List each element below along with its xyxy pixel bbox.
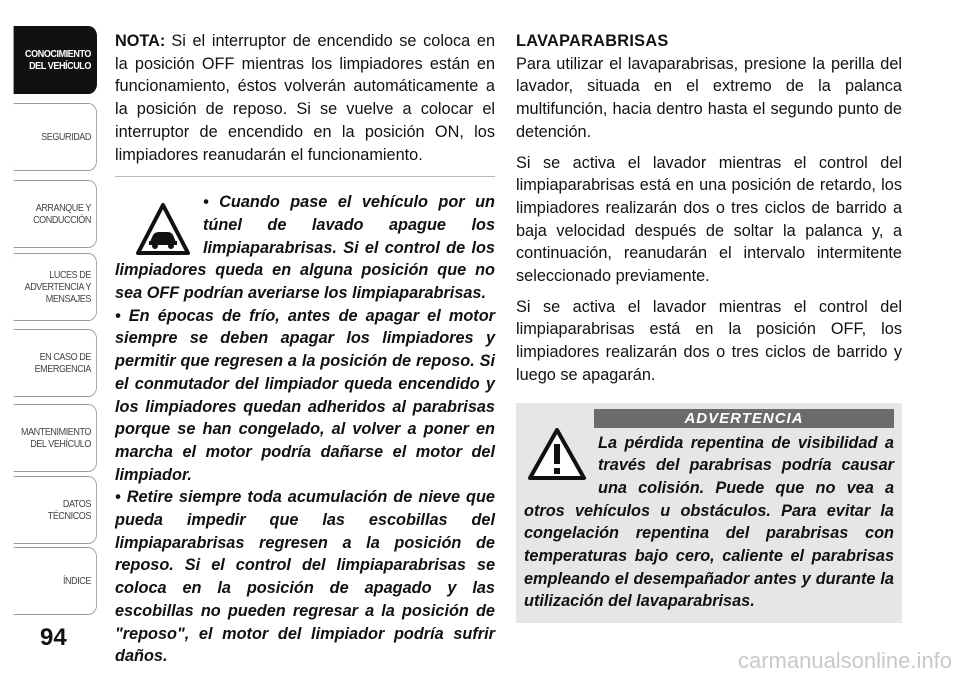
tab-luces-de-advertencia[interactable]: LUCES DE ADVERTENCIA Y MENSAJES <box>14 253 97 321</box>
exclamation-triangle-icon <box>528 428 586 480</box>
tab-seguridad[interactable]: SEGURIDAD <box>14 103 97 171</box>
caution-block <box>115 191 495 668</box>
tab-conocimiento-del-vehiculo[interactable]: CONOCIMIENTO DEL VEHÍCULO <box>14 26 97 94</box>
note-label: NOTA: <box>115 32 166 50</box>
paragraph-1: Para utilizar el lavaparabrisas, presione la perilla del lavador, situada en el extremo de la palanca multifunción, hacia dentro hasta el segundo punto de detención. <box>516 54 902 141</box>
caution-bullet-2: • En épocas de frío, antes de apagar el motor siempre se deben apagar los limpiadores y permitir que regresen a la posición de reposo. Si el conmutador del limpiador queda encendido y los limpiadores quedan adheridos al parabrisas porque se han congelado, al volver a poner en marcha el motor podría dañarse el motor del limpiador. <box>115 306 495 484</box>
paragraph-3: Si se activa el lavador mientras el control del limpiaparabrisas está en la posición OFF, los limpiadores realizarán dos o tres ciclos de barrido y luego se apagarán. <box>516 297 902 384</box>
separator <box>115 176 495 177</box>
caution-bullets <box>115 191 495 668</box>
paragraph-2: Si se activa el lavador mientras el control del limpiaparabrisas está en una posición de retardo, los limpiadores realizarán dos o tres ciclos de barrido a baja velocidad después de soltar la palanca y, a continuación, reanudarán el intervalo intermitente seleccionado previamente. <box>516 153 902 286</box>
section-title: LAVAPARABRISAS <box>516 32 669 50</box>
note-paragraph <box>115 30 495 166</box>
watermark: carmanualsonline.info <box>737 648 952 673</box>
caution-bullet-3: • Retire siempre toda acumulación de nieve que pueda impedir que las escobillas del limpiaparabrisas regresen a la posición de reposo. Si el control del limpiaparabrisas se coloca en la posición de apagado y las escobillas no pueden regresar a la posición de "reposo", el motor del limpiador podría sufrir daños. <box>115 488 495 666</box>
car-in-triangle-icon <box>135 201 191 257</box>
tab-en-caso-de-emergencia[interactable]: EN CASO DE EMERGENCIA <box>14 329 97 397</box>
note-text: Si el interruptor de encendido se coloca en la posición OFF mientras los limpiadores están en funcionamiento, éstos volverán automáticamente a la posición de reposo. Si se vuelve a colocar el interruptor de encendido en la posición ON, los limpiadores reanudarán el funcionamiento. <box>115 32 495 164</box>
advertencia-header: ADVERTENCIA <box>594 409 894 428</box>
left-column <box>115 30 495 668</box>
advertencia-box <box>516 403 902 624</box>
tab-mantenimiento[interactable]: MANTENIMIENTO DEL VEHÍCULO <box>14 404 97 472</box>
right-column <box>516 30 902 623</box>
tab-indice[interactable]: ÍNDICE <box>14 547 97 615</box>
advertencia-text: La pérdida repentina de visibilidad a través del parabrisas podría causar una colisión. Puede que no vea a otros vehículos u obstáculos. Para evitar la congelación repentina del parabrisas con temperaturas bajo cero, caliente el parabrisas empleando el desempañador antes y durante la utilización del lavaparabrisas. <box>524 433 894 611</box>
tab-arranque-y-conduccion[interactable]: ARRANQUE Y CONDUCCIÓN <box>14 180 97 248</box>
page-number: 94 <box>40 624 67 651</box>
caution-bullet-1: • Cuando pase el vehículo por un túnel de lavado apague los limpiaparabrisas. Si el control de los limpiadores queda en alguna posición que no sea OFF podrían averiarse los limpiaparabrisas. <box>115 193 495 303</box>
tab-datos-tecnicos[interactable]: DATOS TÉCNICOS <box>14 476 97 544</box>
